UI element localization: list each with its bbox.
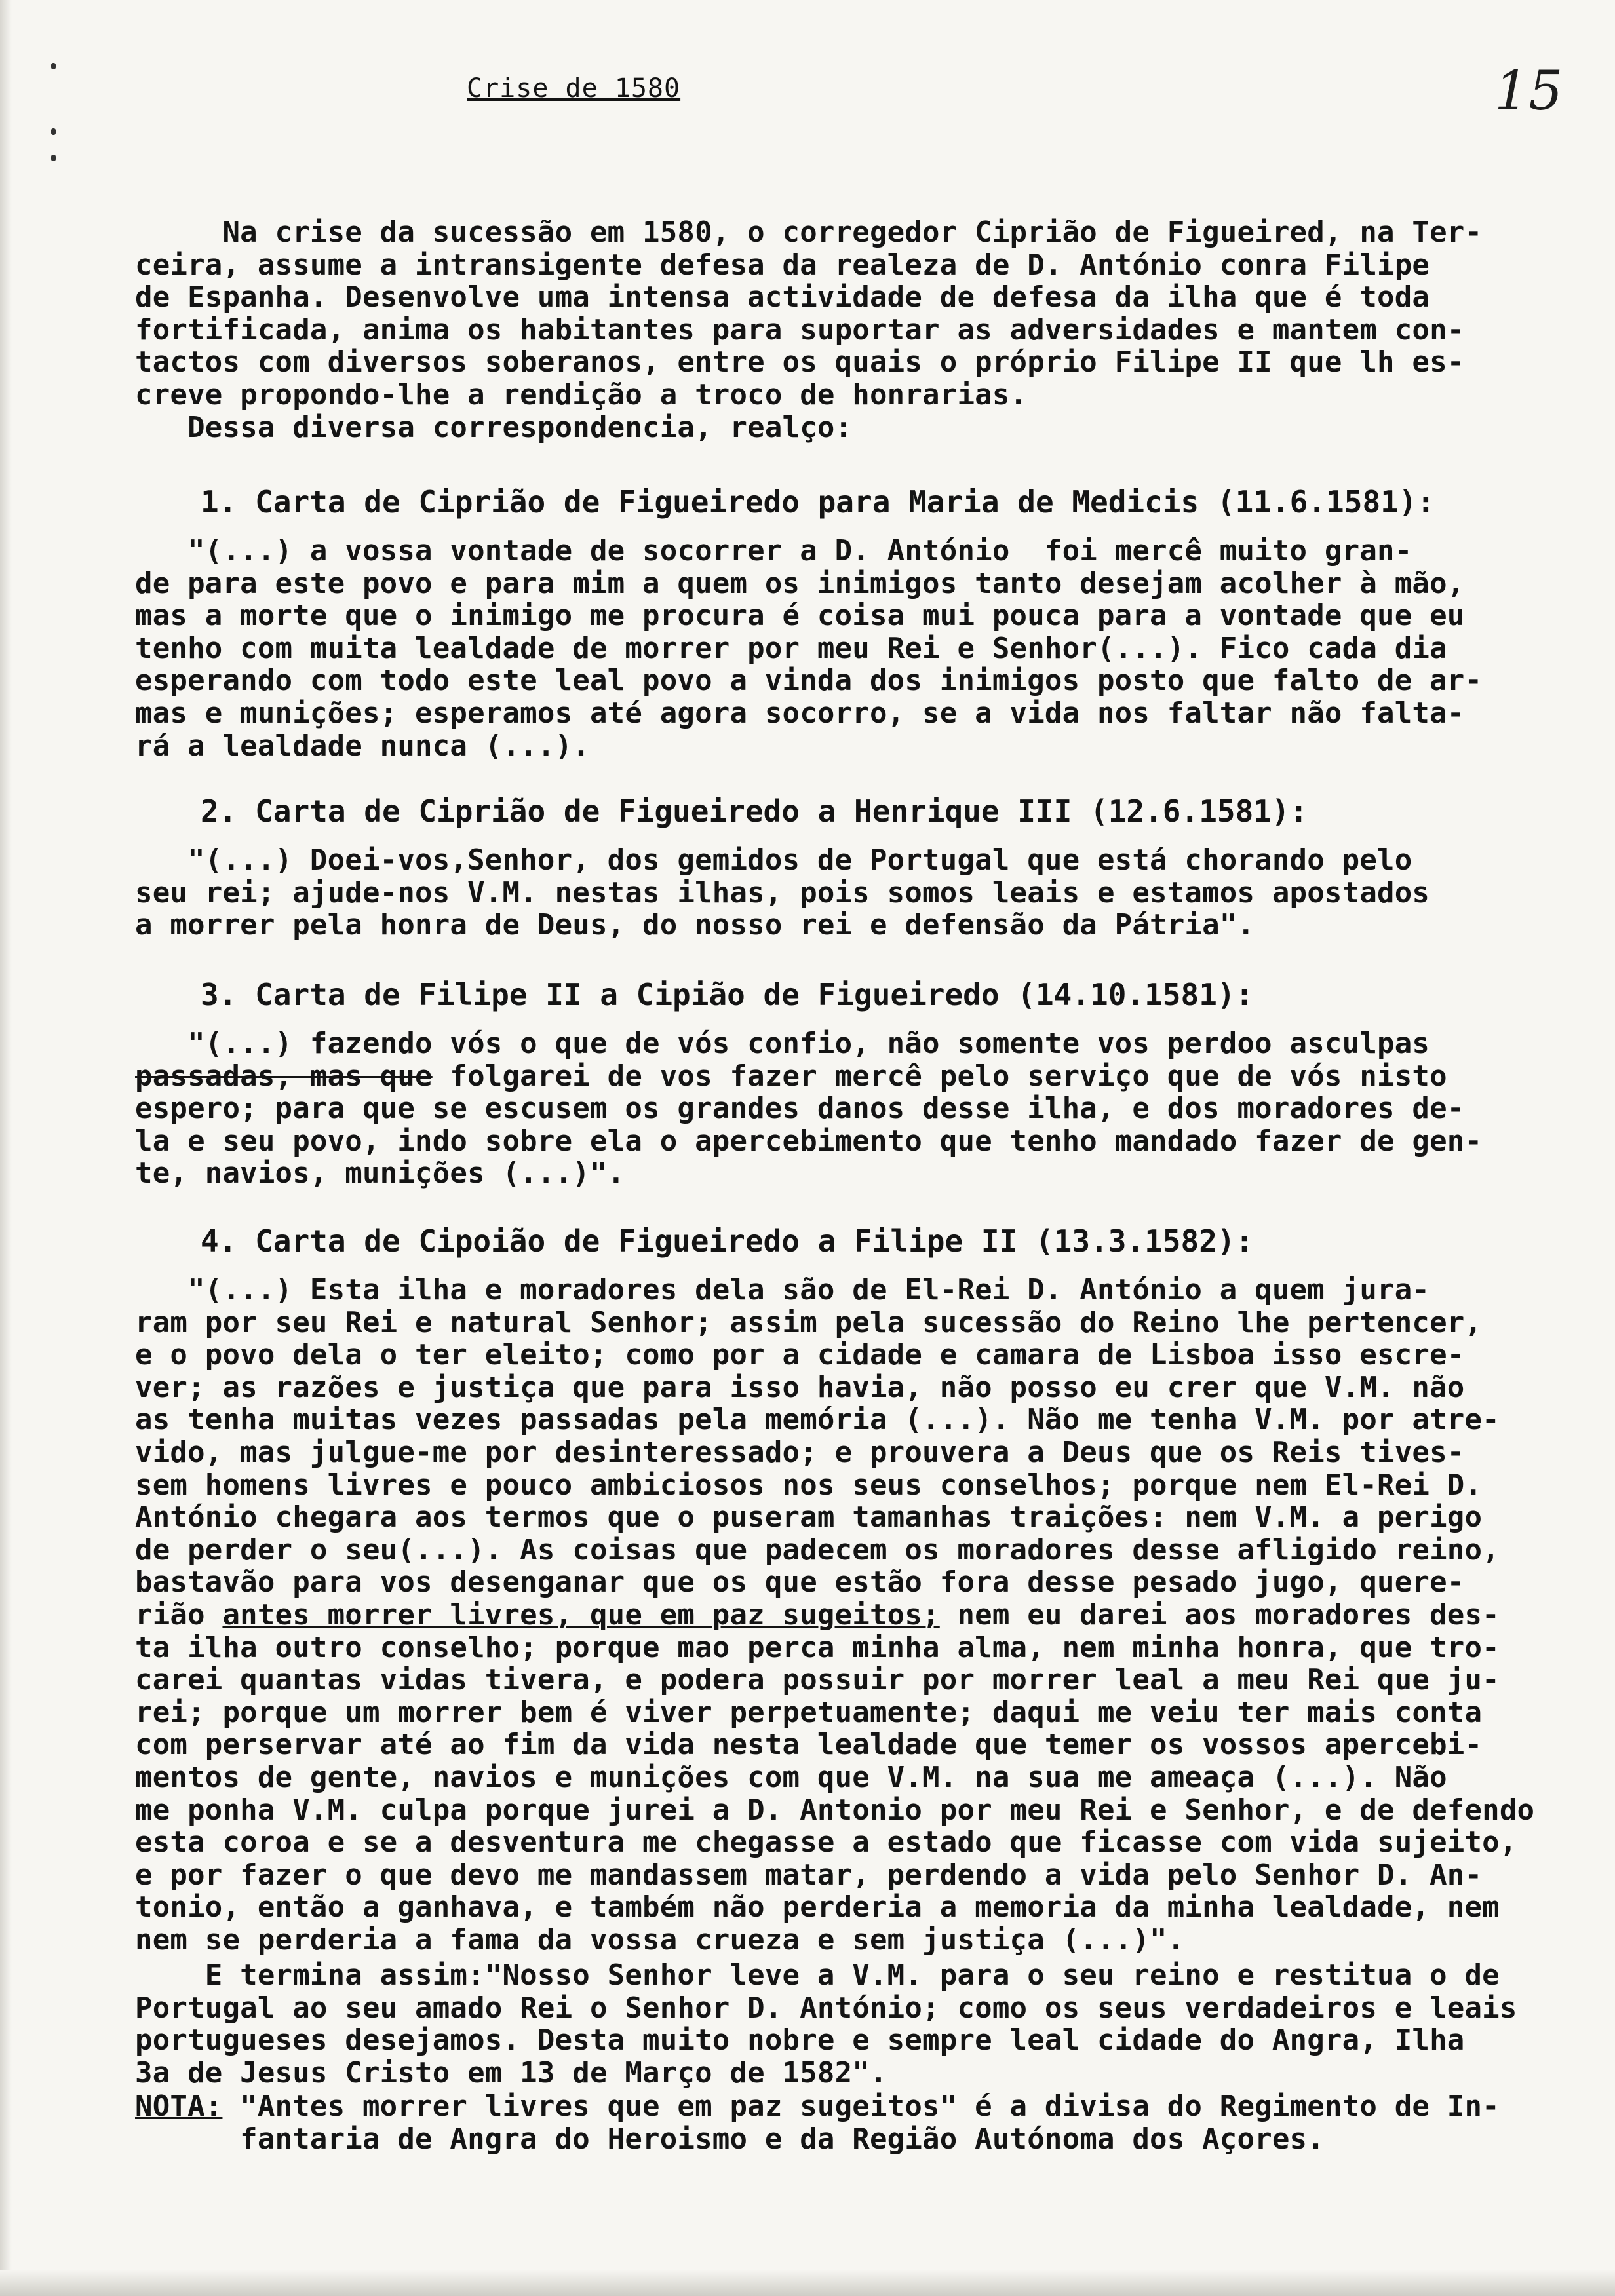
closing-line: 3a de Jesus Cristo em 13 de Março de 1582". (135, 2056, 887, 2090)
letter-heading: 2. Carta de Ciprião de Figueiredo a Henrique III (12.6.1581): (201, 794, 1308, 829)
letter-line: me ponha V.M. culpa porque jurei a D. Antonio por meu Rei e Senhor, e de defendo (135, 1793, 1535, 1827)
closing-line: portugueses desejamos. Desta muito nobre e sempre leal cidade do Angra, Ilha (135, 2023, 1465, 2057)
letter-line: seu rei; ajude-nos V.M. nestas ilhas, pois somos leais e estamos apostados (135, 875, 1430, 909)
letter-line: rei; porque um morrer bem é viver perpetuamente; daqui me veiu ter mais conta (135, 1695, 1483, 1729)
letter-line: a morrer pela honra de Deus, do nosso rei e defensão da Pátria". (135, 908, 1255, 942)
page-number: 15 (1494, 60, 1563, 123)
letter-line: ta ilha outro conselho; porque mao perca minha alma, nem minha honra, que tro- (135, 1630, 1500, 1664)
letter-line: sem homens livres e pouco ambiciosos nos seus conselhos; porque nem El-Rei D. (135, 1468, 1483, 1502)
letter-line: esperando com todo este leal povo a vinda dos inimigos posto que falto de ar- (135, 664, 1483, 698)
letter-heading: 4. Carta de Cipoião de Figueiredo a Filipe II (13.3.1582): (201, 1223, 1254, 1259)
scan-speck (51, 155, 56, 161)
letter-line: António chegara aos termos que o puseram tamanhas traições: nem V.M. a perigo (135, 1501, 1483, 1535)
letter-3 (135, 978, 1551, 1190)
intro-line: ceira, assume a intransigente defesa da realeza de D. António conra Filipe (135, 248, 1430, 282)
letter-line: mas e munições; esperamos até agora socorro, se a vida nos faltar não falta- (135, 696, 1465, 730)
intro-paragraph (135, 216, 1551, 444)
letter-line: "(...) Doei-vos,Senhor, dos gemidos de Portugal que está chorando pelo (135, 843, 1412, 877)
scan-shadow-left (0, 0, 12, 2296)
letter-4 (135, 1224, 1551, 1956)
letter-line: esta coroa e se a desventura me chegasse a estado que ficasse com vida sujeito, (135, 1826, 1517, 1860)
struck-text: passadas, mas que (135, 1059, 433, 1093)
page-title: Crise de 1580 (467, 73, 681, 104)
letter-line: ram por seu Rei e natural Senhor; assim pela sucessão do Reino lhe pertencer, (135, 1305, 1483, 1339)
intro-line: de Espanha. Desenvolve uma intensa actividade de defesa da ilha que é toda (135, 280, 1430, 315)
closing-line: Portugal ao seu amado Rei o Senhor D. António; como os seus verdadeiros e leais (135, 1991, 1517, 2025)
intro-line: creve propondo-lhe a rendição a troco de honrarias. (135, 377, 1028, 411)
letter-line: "(...) Esta ilha e moradores dela são de El-Rei D. António a quem jura- (135, 1273, 1430, 1307)
intro-line: Dessa diversa correspondencia, realço: (135, 410, 853, 444)
nota-line: fantaria de Angra do Heroismo e da Região Autónoma dos Açores. (135, 2122, 1325, 2156)
letter-line strike-line: passadas, mas que folgarei de vos fazer mercê pelo serviço que de vós nisto (135, 1059, 1447, 1093)
intro-line: Na crise da sucessão em 1580, o corregedor Ciprião de Figueired, na Ter- (135, 216, 1483, 249)
letter-line: e o povo dela o ter eleito; como por a cidade e camara de Lisboa isso escre- (135, 1338, 1465, 1372)
nota-block (135, 2090, 1551, 2155)
intro-line: fortificada, anima os habitantes para suportar as adversidades e mantem con- (135, 313, 1465, 347)
letter-line: bastavão para vos desenganar que os que estão fora desse pesado jugo, quere- (135, 1565, 1465, 1599)
letter-line: tenho com muita lealdade de morrer por meu Rei e Senhor(...). Fico cada dia (135, 631, 1447, 665)
letter-line: nem se perderia a fama da vossa crueza e sem justiça (...)". (135, 1923, 1185, 1957)
letter-line: espero; para que se escusem os grandes danos desse ilha, e dos moradores de- (135, 1092, 1465, 1126)
letter-1 (135, 485, 1551, 762)
letter-line: de para este povo e para mim a quem os inimigos tanto desejam acolher à mão, (135, 566, 1465, 600)
nota-label: NOTA: (135, 2090, 223, 2123)
letter-heading: 1. Carta de Ciprião de Figueiredo para Maria de Medicis (11.6.1581): (201, 484, 1435, 520)
scan-speck (51, 128, 56, 135)
letter-line: la e seu povo, indo sobre ela o apercebimento que tenho mandado fazer de gen- (135, 1124, 1483, 1158)
scan-speck (51, 63, 56, 69)
letter-line: tonio, então a ganhava, e também não perderia a memoria da minha lealdade, nem (135, 1890, 1500, 1924)
letter-line: mentos de gente, navios e munições com que V.M. na sua me ameaça (...). Não (135, 1760, 1447, 1794)
letter-line: ver; as razões e justiça que para isso havia, não posso eu crer que V.M. não (135, 1370, 1465, 1404)
letter-line: e por fazer o que devo me mandassem matar, perdendo a vida pelo Senhor D. An- (135, 1858, 1483, 1892)
letter-2 (135, 794, 1551, 942)
letter-line: vido, mas julgue-me por desinteressado; e prouvera a Deus que os Reis tives- (135, 1435, 1465, 1469)
letter-heading: 3. Carta de Filipe II a Cipião de Figueiredo (14.10.1581): (201, 977, 1254, 1012)
letter-line: de perder o seu(...). As coisas que padecem os moradores desse afligido reino, (135, 1533, 1500, 1567)
closing-line: E termina assim:"Nosso Senhor leve a V.M. para o seu reino e restitua o de (135, 1959, 1500, 1992)
letter-line: mas a morte que o inimigo me procura é coisa mui pouca para a vontade que eu (135, 599, 1465, 633)
letter-line: as tenha muitas vezes passadas pela memória (...). Não me tenha V.M. por atre- (135, 1403, 1500, 1437)
intro-line: tactos com diversos soberanos, entre os quais o próprio Filipe II que lh es- (135, 345, 1465, 379)
letter-line: rá a lealdade nunca (...). (135, 729, 590, 763)
nota-text: "Antes morrer livres que em paz sugeitos" é a divisa do Regimento de In- (222, 2090, 1500, 2123)
underlined-motto: antes morrer livres, que em paz sugeitos; (222, 1598, 940, 1632)
letter-line: carei quantas vidas tivera, e podera possuir por morrer leal a meu Rei que ju- (135, 1663, 1500, 1697)
closing-paragraph (135, 1959, 1551, 2089)
nota-line (135, 2090, 1551, 2123)
letter-line: com perservar até ao fim da vida nesta lealdade que temer os vossos apercebi- (135, 1728, 1483, 1762)
scan-shadow-bottom (0, 2270, 1615, 2296)
letter-line underlined-motto-line: rião antes morrer livres, que em paz sugeitos; nem eu darei aos moradores des- (135, 1598, 1500, 1632)
letter-line: "(...) fazendo vós o que de vós confio, não somente vos perdoo asculpas (135, 1027, 1430, 1060)
letter-line: te, navios, munições (...)". (135, 1157, 625, 1191)
letter-line: "(...) a vossa vontade de socorrer a D. António foi mercê muito gran- (135, 534, 1412, 567)
